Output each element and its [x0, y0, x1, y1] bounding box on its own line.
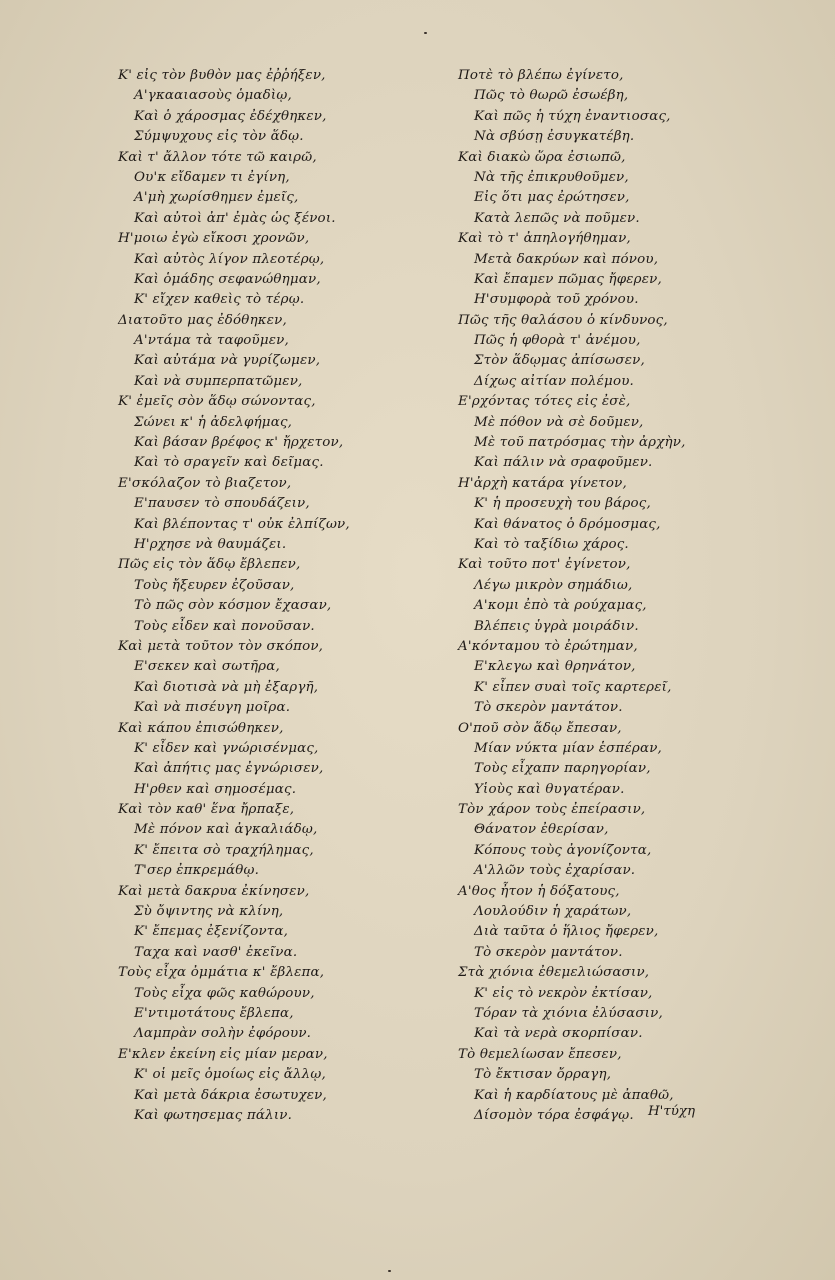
verse-line: Σώνει κ' ἡ ἀδελφήμας,	[134, 414, 293, 430]
verse-line: Ε'κλεν ἐκείνη εἰς μίαν μεραν,	[118, 1046, 328, 1062]
verse-line: Καὶ πῶς ἡ τύχη ἐναντιοσας,	[474, 108, 671, 124]
verse-line: Δίσομὸν τόρα ἐσφάγῳ.	[474, 1107, 634, 1123]
verse-line: Πῶς τὸ θωρῶ ἐσωέβη,	[474, 88, 629, 104]
verse-line: Ε'ρχόντας τότες εἰς ἐσὲ,	[458, 394, 631, 410]
verse-line: Καὶ αὐτὸς λίγον πλεοτέρῳ,	[134, 251, 325, 267]
verse-line: Κ' εἴχεν καθεὶς τὸ τέρῳ.	[134, 292, 305, 308]
verse-line: Α'μὴ χωρίσθημεν ἐμεῖς,	[134, 190, 299, 206]
verse-line: Μίαν νύκτα μίαν ἑσπέραν,	[474, 740, 662, 756]
verse-line: Καὶ μετὰ τοῦτον τὸν σκόπον,	[118, 638, 324, 654]
verse-line: Δίχως αἰτίαν πολέμου.	[474, 373, 634, 389]
verse-line: Η'ρχησε νὰ θαυμάζει.	[134, 536, 287, 552]
verse-line: Ο'ποῦ σὸν ἅδῳ ἔπεσαν,	[458, 720, 622, 736]
verse-line: Λαμπρὰν σολὴν ἐφόρουν.	[134, 1026, 312, 1042]
verse-line: Καὶ νὰ πισέυγη μοῖρα.	[134, 700, 291, 716]
verse-line: Καὶ τὸν καθ' ἕνα ἤρπαξε,	[118, 802, 295, 818]
catchword: Η'τύχη	[648, 1104, 696, 1119]
verse-line: Θάνατον ἐθερίσαν,	[474, 822, 609, 838]
verse-line: Καὶ τὰ νερὰ σκορπίσαν.	[474, 1026, 643, 1042]
verse-line: Τοὺς εἶχα ὀμμάτια κ' ἔβλεπα,	[118, 965, 325, 981]
verse-line: Τὸ ἔκτισαν ὄρραγη,	[474, 1067, 612, 1083]
verse-line: Κ' οἱ μεῖς ὁμοίως εἰς ἄλλῳ,	[134, 1067, 326, 1083]
verse-line: Καὶ νὰ συμπερπατῶμεν,	[134, 373, 303, 389]
verse-line: Νὰ σβύσῃ ἐσυγκατέβη.	[474, 129, 635, 145]
verse-line: Ε'παυσεν τὸ σπουδάζειν,	[134, 496, 310, 512]
verse-line: Τὸ σκερὸν μαντάτον.	[474, 944, 623, 960]
ink-speck	[388, 1270, 391, 1272]
verse-line: Α'κόνταμου τὸ ἐρώτημαν,	[458, 638, 638, 654]
verse-line: Κ' εἶδεν καὶ γνώρισένμας,	[134, 740, 319, 756]
verse-line: Καὶ ὁμάδης σεφανώθημαν,	[134, 271, 321, 287]
verse-line: Η'ρθεν καὶ σημοσέμας.	[134, 781, 297, 797]
verse-line: Καὶ τοῦτο ποτ' ἐγίνετον,	[458, 557, 631, 573]
verse-line: Καὶ τ' ἄλλον τότε τῶ καιρῶ,	[118, 149, 317, 165]
verse-line: Καὶ θάνατος ὁ δρόμοσμας,	[474, 516, 661, 532]
verse-line: Πῶς ἡ φθορὰ τ' ἀνέμου,	[474, 333, 641, 349]
verse-line: Καὶ διοτισὰ νὰ μὴ ἐξαργῆ,	[134, 679, 319, 695]
verse-line: Κ' εἶπεν συαὶ τοῖς καρτερεῖ,	[474, 679, 672, 695]
verse-line: Η'συμφορὰ τοῦ χρόνου.	[474, 292, 639, 308]
right-column	[458, 66, 778, 1126]
verse-line: Τὸ σκερὸν μαντάτον.	[474, 700, 623, 716]
verse-line: Ε'κλεγω καὶ θρηνάτον,	[474, 659, 636, 675]
verse-line: Ε'σκόλαζον τὸ βιαζετον,	[118, 475, 292, 491]
verse-line: Τὸ θεμελίωσαν ἔπεσεν,	[458, 1046, 622, 1062]
verse-line: Καὶ διακὼ ὥρα ἐσιωπῶ,	[458, 149, 626, 165]
verse-line: Η'ἀρχὴ κατάρα γίνετον,	[458, 475, 627, 491]
verse-line: Βλέπεις ὑγρὰ μοιράδιν.	[474, 618, 639, 634]
verse-line: Τ'σερ ἐπκρεμάθῳ.	[134, 863, 260, 879]
verse-line: Εἰς ὅτι μας ἐρώτησεν,	[474, 190, 630, 206]
verse-line: Τοὺς εἶδεν καὶ πονοῦσαν.	[134, 618, 315, 634]
verse-line: Μὲ πόνον καὶ ἀγκαλιάδῳ,	[134, 822, 318, 838]
verse-line: Πῶς εἰς τὸν ἅδῳ ἔβλεπεν,	[118, 557, 301, 573]
verse-line: Καὶ φωτησεμας πάλιν.	[134, 1107, 293, 1123]
verse-line: Διατοῦτο μας ἐδόθηκεν,	[118, 312, 287, 328]
verse-line: Ε'ντιμοτάτους ἔβλεπα,	[134, 1005, 294, 1021]
verse-line: Καὶ ἀπήτις μας ἐγνώρισεν,	[134, 761, 324, 777]
left-column	[118, 66, 418, 1126]
verse-line: Σὺ ὄψιντης νὰ κλίνη,	[134, 904, 284, 920]
verse-line: Ου'κ εἴδαμεν τι ἐγίνη,	[134, 169, 290, 185]
verse-line: Τόραν τὰ χιόνια ἐλύσασιν,	[474, 1005, 663, 1021]
verse-line: Α'λλῶν τοὺς ἐχαρίσαν.	[474, 863, 636, 879]
verse-line: Καὶ βάσαν βρέφος κ' ἤρχετον,	[134, 435, 344, 451]
verse-line: Σύμψυχους εἰς τὸν ἅδῳ.	[134, 129, 304, 145]
verse-line: Α'ντάμα τὰ ταφοῦμεν,	[134, 333, 289, 349]
verse-line: Τὸν χάρον τοὺς ἐπείρασιν,	[458, 802, 646, 818]
ink-speck	[424, 32, 427, 34]
verse-line: Καὶ βλέποντας τ' οὐκ ἐλπίζων,	[134, 516, 350, 532]
verse-line: Ποτὲ τὸ βλέπω ἐγίνετο,	[458, 68, 624, 83]
verse-line: Κ' ἔπεμας ἐξενίζοντα,	[134, 924, 289, 940]
verse-line: Καὶ τὸ τ' ἀπηλογήθημαν,	[458, 231, 631, 247]
verse-line: Καὶ πάλιν νὰ σραφοῦμεν.	[474, 455, 653, 471]
verse-line: Μετὰ δακρύων καὶ πόνου,	[474, 251, 659, 267]
verse-line: Καὶ τὸ σραγεῖν καὶ δεῖμας.	[134, 455, 324, 471]
verse-line: Λουλούδιν ἡ χαράτων,	[474, 904, 632, 920]
verse-line: Τοὺς εἶχα φῶς καθώρουν,	[134, 985, 315, 1001]
verse-line: Κ' εἰς τὸ νεκρὸν ἐκτίσαν,	[474, 985, 653, 1001]
verse-line: Κατὰ λεπῶς νὰ ποῦμεν.	[474, 210, 640, 226]
verse-line: Κ' εἰς τὸν βυθὸν μας ἐῤῥήξεν,	[118, 68, 326, 83]
verse-line: Τὸ πῶς σὸν κόσμον ἔχασαν,	[134, 598, 332, 614]
verse-line: Κόπους τοὺς ἀγονίζοντα,	[474, 842, 652, 858]
verse-line: Υἱοὺς καὶ θυγατέραν.	[474, 781, 625, 797]
verse-line: Κ' ἡ προσευχὴ του βάρος,	[474, 496, 651, 512]
verse-line: Κ' ἔπειτα σὸ τραχήλημας,	[134, 842, 314, 858]
verse-line: Στὸν ἅδῳμας ἀπίσωσεν,	[474, 353, 645, 369]
verse-line: Ταχα καὶ νασθ' ἐκεῖνα.	[134, 944, 298, 960]
verse-line: Καὶ μετὰ δάκρια ἐσωτυχεν,	[134, 1087, 327, 1103]
verse-line: Μὲ τοῦ πατρόσμας τὴν ἀρχὴν,	[474, 435, 686, 451]
verse-line: Α'θος ἦτον ἡ δόξατους,	[458, 883, 620, 899]
verse-line: Διὰ ταῦτα ὁ ἥλιος ἤφερεν,	[474, 924, 659, 940]
verse-line: Τοὺς ἤξευρεν ἐζοῦσαν,	[134, 577, 295, 593]
verse-line: Μὲ πόθον νὰ σὲ δοῦμεν,	[474, 414, 644, 430]
verse-line: Α'γκααιασοὺς ὁμαδὶῳ,	[134, 88, 292, 104]
verse-line: Καὶ ἡ καρδίατους μὲ ἀπαθῶ,	[474, 1087, 674, 1103]
verse-line: Νὰ τῆς ἐπικρυθοῦμεν,	[474, 169, 629, 185]
verse-line: Καὶ ἔπαμεν πῶμας ἤφερεν,	[474, 271, 662, 287]
verse-line: Καὶ κάπου ἐπισώθηκεν,	[118, 720, 284, 736]
verse-line: Κ' ἐμεῖς σὸν ἅδῳ σώνοντας,	[118, 394, 316, 410]
verse-line: Στὰ χιόνια ἐθεμελιώσασιν,	[458, 965, 650, 981]
verse-line: Καὶ αὐτάμα νὰ γυρίζωμεν,	[134, 353, 321, 369]
verse-line: Καὶ τὸ ταξίδιω χάρος.	[474, 536, 629, 552]
verse-line: Α'κομι ἐπὸ τὰ ρούχαμας,	[474, 598, 647, 614]
verse-line: Ε'σεκεν καὶ σωτῆρα,	[134, 659, 280, 675]
verse-line: Η'μοιω ἐγὼ εἴκοσι χρονῶν,	[118, 231, 310, 247]
verse-line: Λέγω μικρὸν σημάδιω,	[474, 577, 633, 593]
verse-line: Καὶ αὐτοὶ ἀπ' ἐμὰς ὡς ξένοι.	[134, 210, 336, 226]
verse-line: Καὶ μετὰ δακρυα ἐκίνησεν,	[118, 883, 310, 899]
verse-line: Τοὺς εἶχαπν παρηγορίαν,	[474, 761, 651, 777]
verse-line: Πῶς τῆς θαλάσου ὁ κίνδυνος,	[458, 312, 668, 328]
verse-line: Καὶ ὁ χάροσμας ἐδέχθηκεν,	[134, 108, 327, 124]
